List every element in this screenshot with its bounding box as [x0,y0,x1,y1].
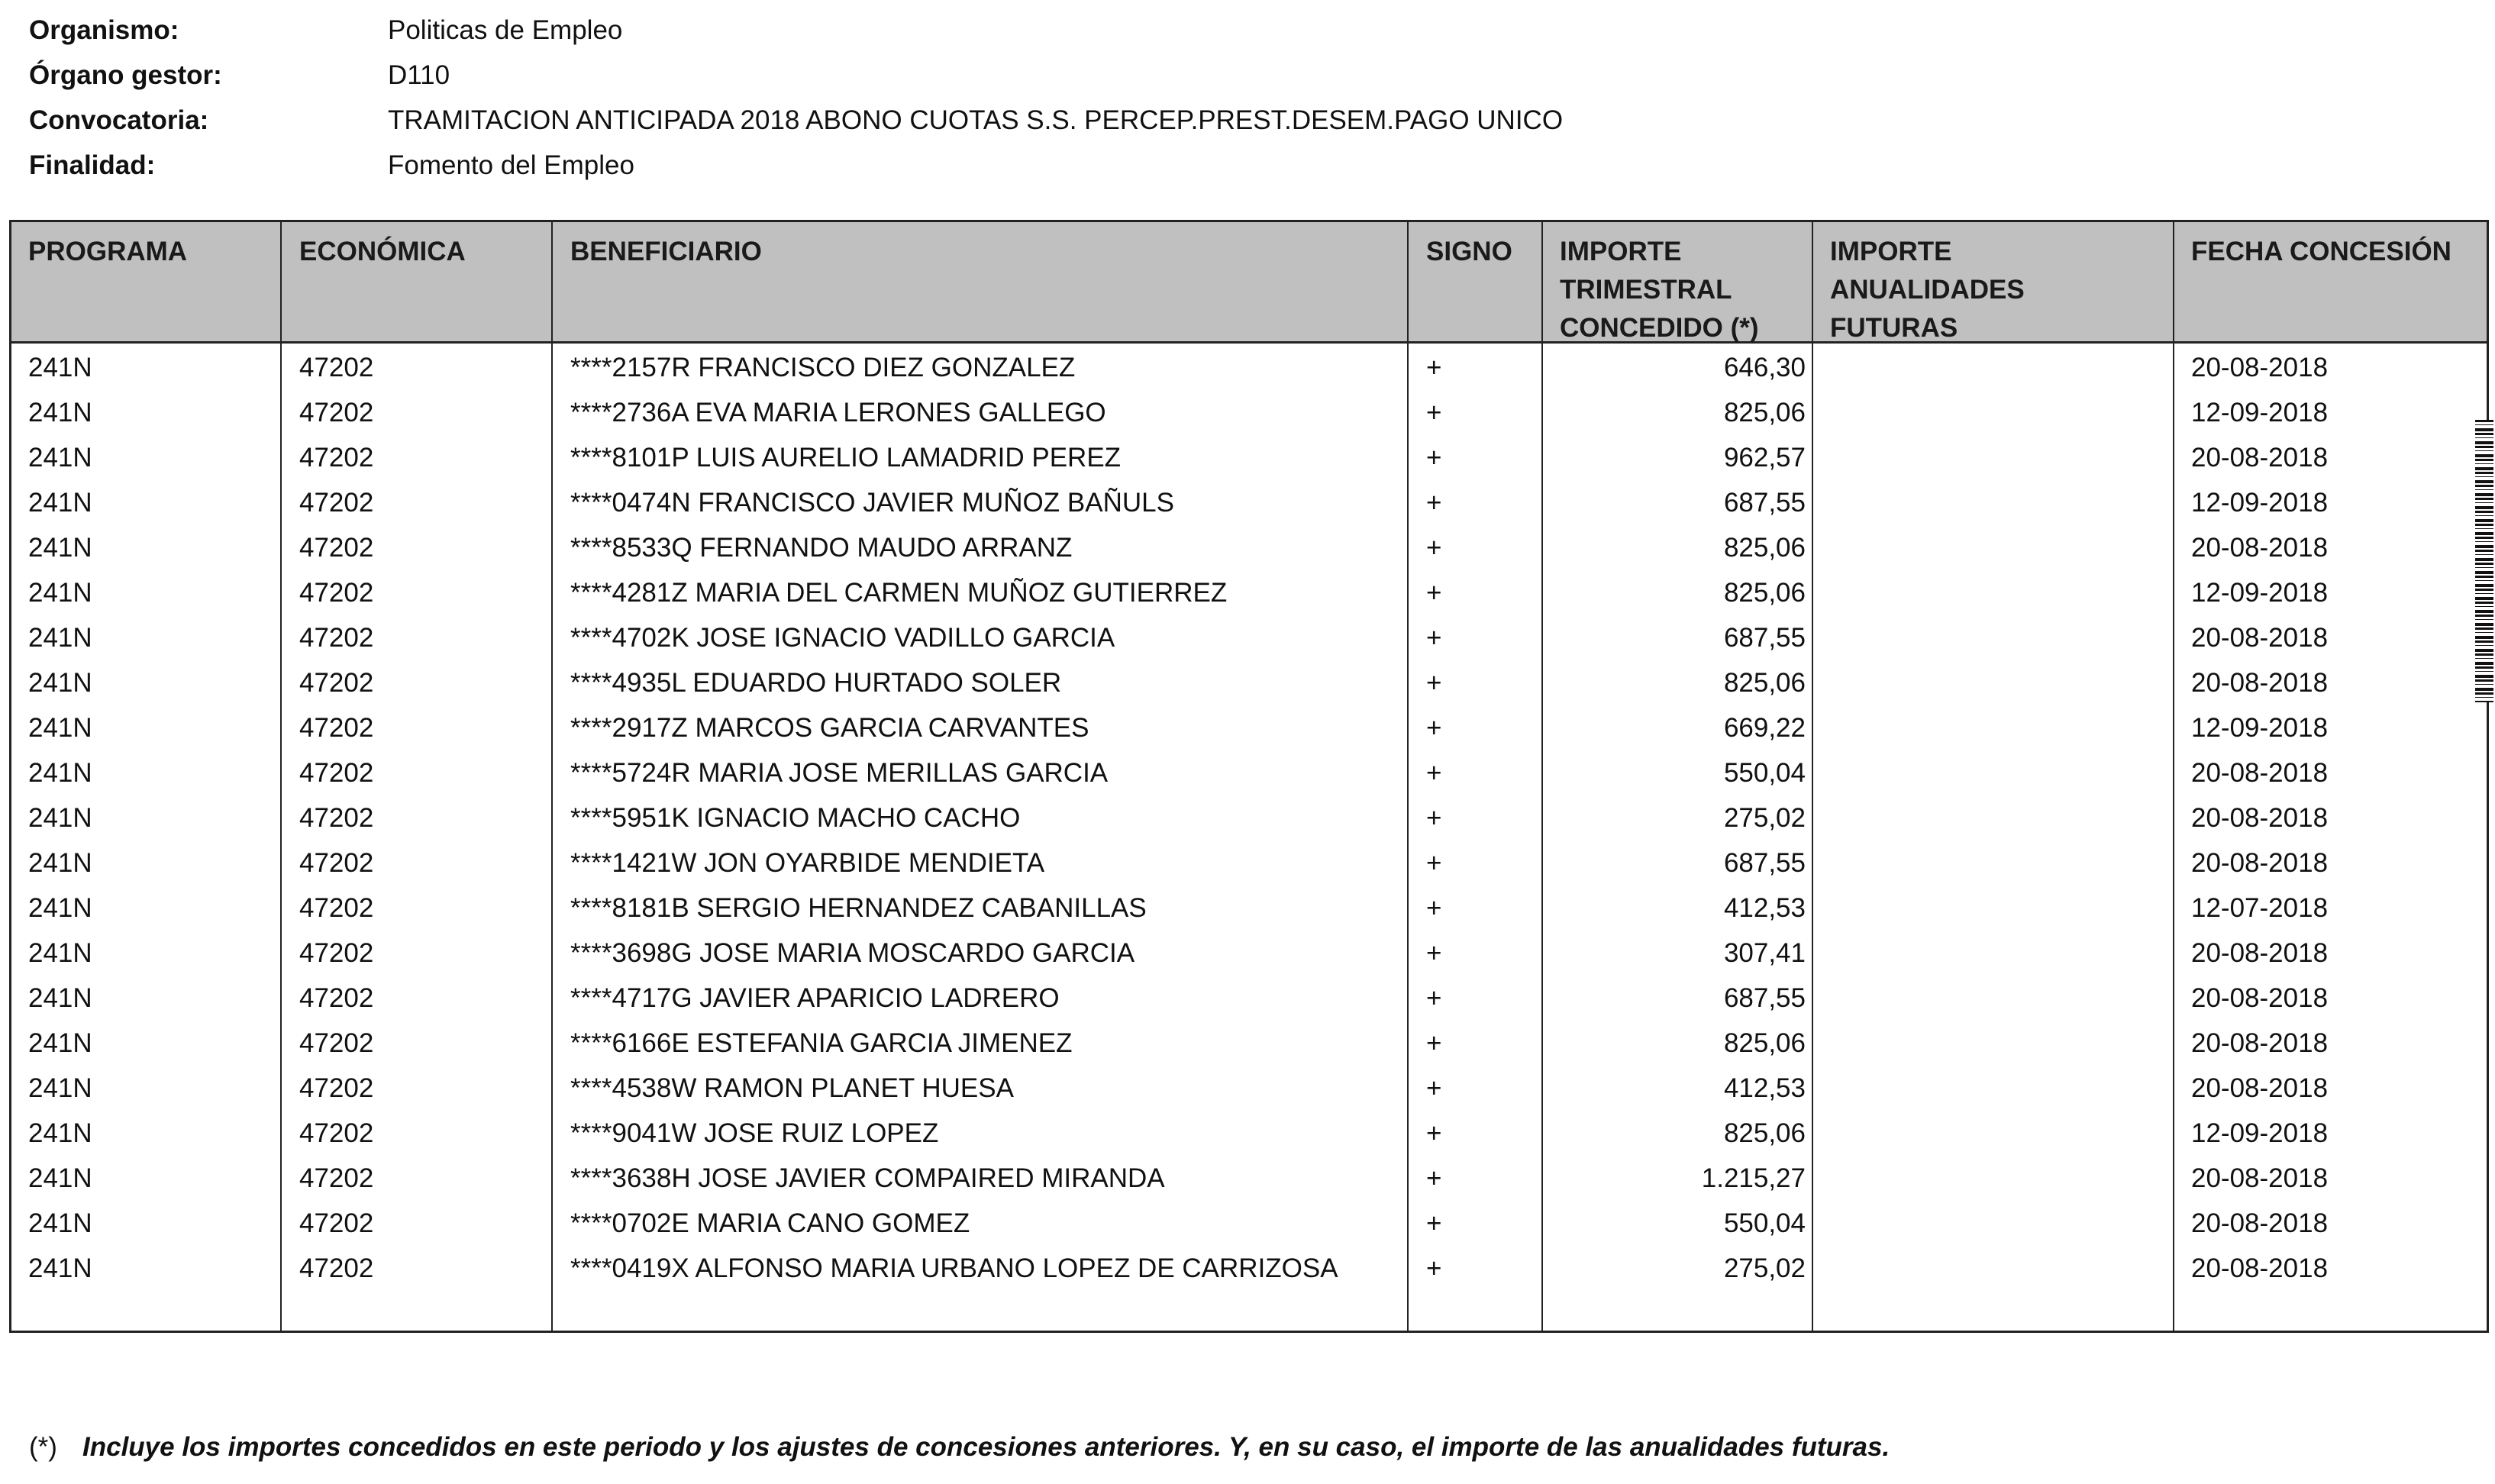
table-row [11,1021,2487,1066]
cell-programa: 241N [28,1028,92,1058]
col-header-importe-anualidades-line2: ANUALIDADES [1830,275,2025,305]
cell-economica: 47202 [299,848,374,878]
cell-beneficiario: ****9041W JOSE RUIZ LOPEZ [570,1118,939,1148]
cell-programa: 241N [28,803,92,833]
cell-economica: 47202 [299,758,374,788]
cell-fecha: 20-08-2018 [2191,758,2329,788]
cell-beneficiario: ****1421W JON OYARBIDE MENDIETA [570,848,1045,878]
cell-beneficiario: ****8533Q FERNANDO MAUDO ARRANZ [570,533,1073,563]
cell-beneficiario: ****4935L EDUARDO HURTADO SOLER [570,668,1062,698]
table-row [11,931,2487,976]
col-header-importe-trimestral [1560,233,1759,347]
col-header-importe-anualidades-line3: FUTURAS [1830,313,1958,343]
cell-importe: 687,55 [1723,848,1806,878]
cell-importe: 687,55 [1723,623,1806,653]
table-header [11,222,2487,344]
cell-economica: 47202 [299,1028,374,1058]
cell-importe: 825,06 [1723,1028,1806,1058]
cell-programa: 241N [28,623,92,653]
cell-importe: 825,06 [1723,533,1806,563]
cell-importe: 825,06 [1723,668,1806,698]
col-header-importe-trimestral-line3: CONCEDIDO (*) [1560,313,1759,343]
cell-economica: 47202 [299,578,374,608]
footnote [29,1432,1890,1463]
cell-programa: 241N [28,713,92,743]
finalidad-row [29,146,1563,191]
cell-economica: 47202 [299,398,374,427]
barcode-image [2475,420,2493,702]
cell-fecha: 20-08-2018 [2191,1253,2329,1283]
cell-beneficiario: ****5724R MARIA JOSE MERILLAS GARCIA [570,758,1109,788]
cell-fecha: 20-08-2018 [2191,1208,2329,1238]
cell-economica: 47202 [299,443,374,473]
convocatoria-row [29,101,1563,146]
table-row [11,840,2487,886]
table-row [11,570,2487,615]
cell-economica: 47202 [299,803,374,833]
cell-importe: 550,04 [1723,758,1806,788]
cell-beneficiario: ****0702E MARIA CANO GOMEZ [570,1208,970,1238]
cell-beneficiario: ****4702K JOSE IGNACIO VADILLO GARCIA [570,623,1115,653]
finalidad-value: Fomento del Empleo [388,150,634,180]
cell-importe: 412,53 [1723,893,1806,923]
footnote-text: Incluye los importes concedidos en este periodo y los ajustes de concesiones anteriores. Y, en su caso, el importe de las anualidades futuras. [82,1432,1890,1462]
cell-fecha: 12-09-2018 [2191,713,2329,743]
table-row [11,660,2487,705]
cell-signo: + [1426,938,1442,968]
cell-fecha: 20-08-2018 [2191,938,2329,968]
table-row [11,615,2487,660]
cell-beneficiario: ****8101P LUIS AURELIO LAMADRID PEREZ [570,443,1122,473]
table-row [11,1066,2487,1111]
table-row [11,390,2487,435]
cell-fecha: 20-08-2018 [2191,623,2329,653]
cell-signo: + [1426,533,1442,563]
col-header-importe-anualidades-line1: IMPORTE [1830,237,1952,266]
cell-importe: 687,55 [1723,983,1806,1013]
table-row [11,1156,2487,1201]
cell-beneficiario: ****5951K IGNACIO MACHO CACHO [570,803,1021,833]
cell-beneficiario: ****3698G JOSE MARIA MOSCARDO GARCIA [570,938,1135,968]
cell-fecha: 20-08-2018 [2191,533,2329,563]
cell-beneficiario: ****4538W RAMON PLANET HUESA [570,1073,1014,1103]
cell-beneficiario: ****2157R FRANCISCO DIEZ GONZALEZ [570,353,1076,382]
organismo-row [29,11,1563,56]
cell-importe: 275,02 [1723,803,1806,833]
convocatoria-value: TRAMITACION ANTICIPADA 2018 ABONO CUOTAS S.S. PERCEP.PREST.DESEM.PAGO UNICO [388,105,1564,135]
cell-beneficiario: ****4281Z MARIA DEL CARMEN MUÑOZ GUTIERREZ [570,578,1228,608]
document-header [29,11,1563,191]
table-row [11,1246,2487,1291]
table-row [11,750,2487,795]
col-header-importe-anualidades [1830,233,2025,347]
cell-programa: 241N [28,758,92,788]
cell-programa: 241N [28,983,92,1013]
cell-signo: + [1426,623,1442,653]
cell-programa: 241N [28,1253,92,1283]
table-row [11,480,2487,525]
cell-programa: 241N [28,1073,92,1103]
cell-signo: + [1426,1208,1442,1238]
cell-signo: + [1426,713,1442,743]
organo-gestor-value: D110 [388,60,450,90]
organo-gestor-row [29,56,1563,101]
cell-programa: 241N [28,848,92,878]
organismo-label: Organismo: [29,15,179,45]
cell-fecha: 12-09-2018 [2191,1118,2329,1148]
cell-importe: 1.215,27 [1701,1163,1806,1193]
cell-economica: 47202 [299,983,374,1013]
cell-fecha: 12-07-2018 [2191,893,2329,923]
cell-fecha: 20-08-2018 [2191,1073,2329,1103]
cell-fecha: 20-08-2018 [2191,803,2329,833]
organismo-value: Politicas de Empleo [388,15,623,45]
cell-fecha: 20-08-2018 [2191,353,2329,382]
cell-signo: + [1426,1118,1442,1148]
cell-beneficiario: ****2917Z MARCOS GARCIA CARVANTES [570,713,1089,743]
cell-fecha: 20-08-2018 [2191,443,2329,473]
cell-importe: 646,30 [1723,353,1806,382]
convocatoria-label: Convocatoria: [29,105,209,135]
cell-programa: 241N [28,1208,92,1238]
cell-programa: 241N [28,488,92,518]
cell-signo: + [1426,1253,1442,1283]
cell-fecha: 20-08-2018 [2191,668,2329,698]
col-header-programa: PROGRAMA [28,237,188,266]
col-header-beneficiario: BENEFICIARIO [570,237,762,266]
table-row [11,1201,2487,1246]
cell-programa: 241N [28,1163,92,1193]
col-header-economica: ECONÓMICA [299,237,466,266]
table-row [11,705,2487,750]
cell-signo: + [1426,398,1442,427]
cell-beneficiario: ****0474N FRANCISCO JAVIER MUÑOZ BAÑULS [570,488,1174,518]
cell-importe: 962,57 [1723,443,1806,473]
cell-programa: 241N [28,353,92,382]
table-row [11,795,2487,840]
cell-fecha: 12-09-2018 [2191,398,2329,427]
beneficiaries-table [9,220,2489,1333]
cell-importe: 669,22 [1723,713,1806,743]
cell-programa: 241N [28,443,92,473]
cell-fecha: 12-09-2018 [2191,488,2329,518]
cell-economica: 47202 [299,1253,374,1283]
table-row [11,435,2487,480]
col-header-importe-trimestral-line2: TRIMESTRAL [1560,275,1732,305]
col-header-signo: SIGNO [1426,237,1512,266]
cell-economica: 47202 [299,668,374,698]
cell-fecha: 12-09-2018 [2191,578,2329,608]
cell-economica: 47202 [299,713,374,743]
cell-importe: 825,06 [1723,578,1806,608]
cell-importe: 687,55 [1723,488,1806,518]
cell-programa: 241N [28,533,92,563]
footnote-mark: (*) [29,1432,57,1462]
cell-signo: + [1426,488,1442,518]
cell-signo: + [1426,443,1442,473]
cell-beneficiario: ****6166E ESTEFANIA GARCIA JIMENEZ [570,1028,1073,1058]
cell-economica: 47202 [299,938,374,968]
cell-signo: + [1426,758,1442,788]
cell-fecha: 20-08-2018 [2191,983,2329,1013]
cell-economica: 47202 [299,1163,374,1193]
cell-programa: 241N [28,668,92,698]
cell-programa: 241N [28,938,92,968]
table-row [11,1111,2487,1156]
cell-programa: 241N [28,893,92,923]
cell-signo: + [1426,1163,1442,1193]
cell-programa: 241N [28,578,92,608]
cell-signo: + [1426,893,1442,923]
cell-importe: 825,06 [1723,1118,1806,1148]
cell-economica: 47202 [299,623,374,653]
finalidad-label: Finalidad: [29,150,156,180]
cell-importe: 825,06 [1723,398,1806,427]
cell-economica: 47202 [299,1118,374,1148]
table-row [11,976,2487,1021]
cell-economica: 47202 [299,1073,374,1103]
cell-importe: 275,02 [1723,1253,1806,1283]
col-header-importe-trimestral-line1: IMPORTE [1560,237,1682,266]
cell-importe: 550,04 [1723,1208,1806,1238]
organo-gestor-label: Órgano gestor: [29,60,222,90]
cell-economica: 47202 [299,488,374,518]
cell-importe: 307,41 [1723,938,1806,968]
cell-signo: + [1426,578,1442,608]
cell-importe: 412,53 [1723,1073,1806,1103]
cell-programa: 241N [28,398,92,427]
cell-beneficiario: ****0419X ALFONSO MARIA URBANO LOPEZ DE CARRIZOSA [570,1253,1338,1283]
col-header-fecha-concesion: FECHA CONCESIÓN [2191,237,2451,266]
cell-signo: + [1426,668,1442,698]
cell-economica: 47202 [299,533,374,563]
cell-fecha: 20-08-2018 [2191,848,2329,878]
table-row [11,886,2487,931]
cell-signo: + [1426,848,1442,878]
cell-economica: 47202 [299,353,374,382]
table-row [11,525,2487,570]
cell-economica: 47202 [299,893,374,923]
cell-signo: + [1426,1073,1442,1103]
cell-signo: + [1426,1028,1442,1058]
cell-signo: + [1426,803,1442,833]
cell-beneficiario: ****8181B SERGIO HERNANDEZ CABANILLAS [570,893,1147,923]
cell-beneficiario: ****3638H JOSE JAVIER COMPAIRED MIRANDA [570,1163,1165,1193]
cell-signo: + [1426,353,1442,382]
cell-economica: 47202 [299,1208,374,1238]
cell-fecha: 20-08-2018 [2191,1028,2329,1058]
cell-beneficiario: ****4717G JAVIER APARICIO LADRERO [570,983,1060,1013]
cell-fecha: 20-08-2018 [2191,1163,2329,1193]
cell-beneficiario: ****2736A EVA MARIA LERONES GALLEGO [570,398,1106,427]
table-row [11,345,2487,390]
cell-programa: 241N [28,1118,92,1148]
cell-signo: + [1426,983,1442,1013]
